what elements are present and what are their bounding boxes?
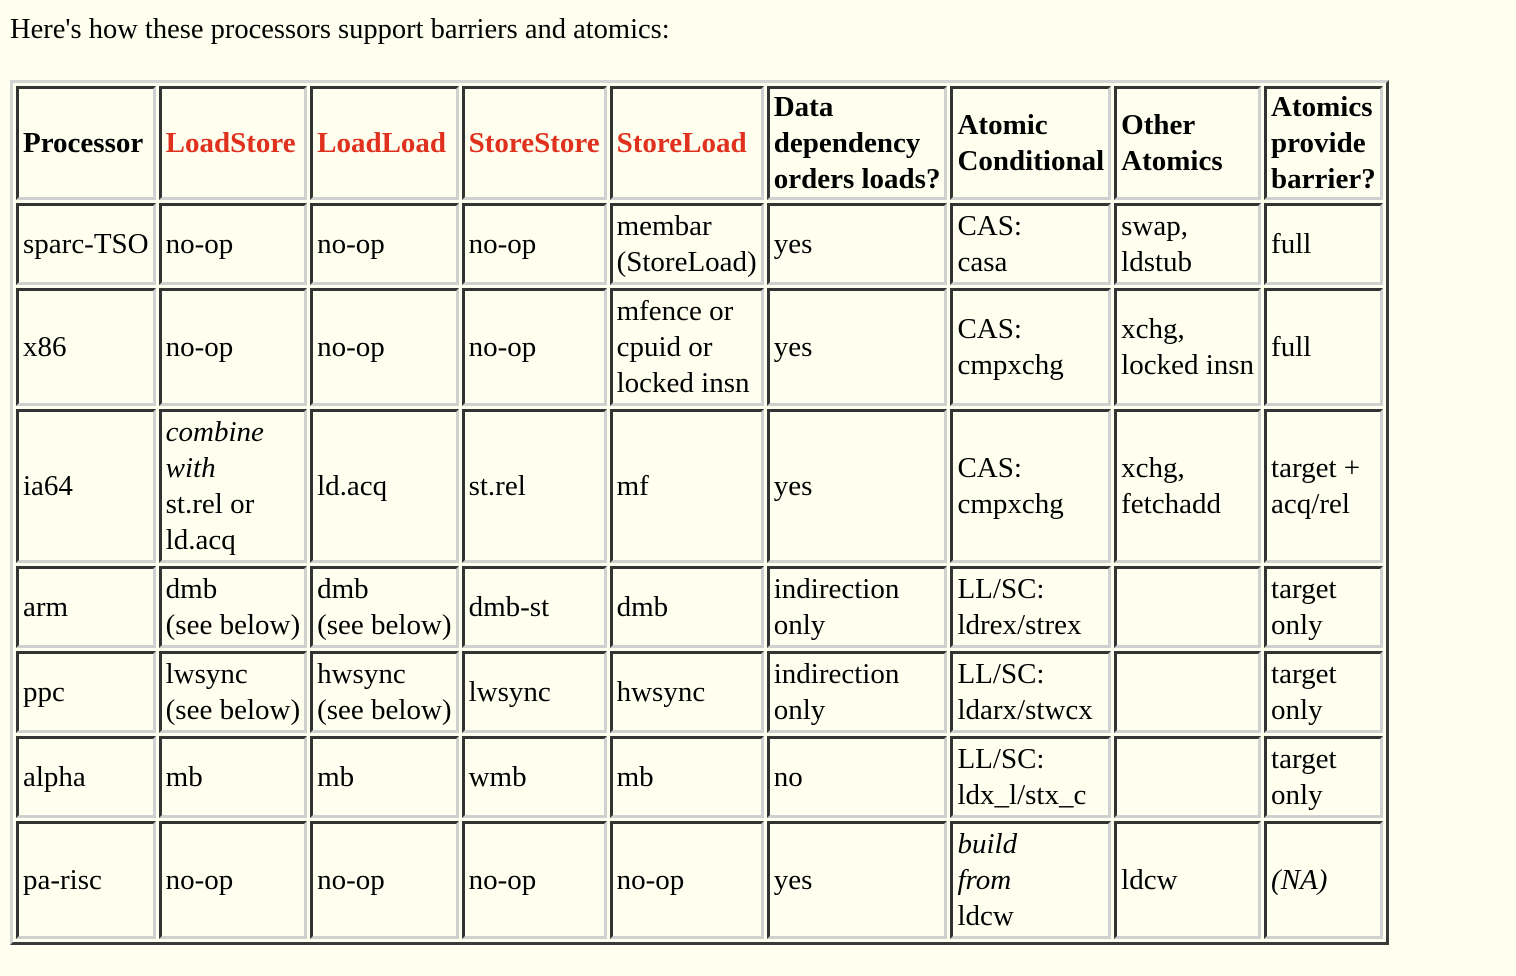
header-text: Processor [23,127,144,159]
cell-text: membar [616,210,712,242]
cell-text: ldcw [1121,864,1178,896]
cell-other-atomics [1114,288,1261,406]
column-header-atomic-conditional [950,86,1111,200]
table-row-ppc [16,651,1383,733]
cell-loadstore [159,821,307,939]
cell-text: ld.acq [317,470,388,502]
cell-storestore [462,288,607,406]
cell-text: no [773,761,803,793]
cell-atomic-conditional [950,288,1111,406]
cell-text: no-op [165,331,234,363]
cell-text: fetchadd [1121,488,1221,520]
header-text: StoreStore [468,127,600,159]
header-text: LoadLoad [317,127,447,159]
header-text: Atomics [1271,91,1373,123]
cell-text: ldarx/stwcx [957,694,1093,726]
table-row-alpha [16,736,1383,818]
cell-loadload [310,566,458,648]
cell-atomic-conditional [950,651,1111,733]
header-text: provide [1271,127,1366,159]
cell-text: acq/rel [1271,488,1350,520]
column-header-processor [16,86,156,200]
cell-text: no-op [317,331,385,363]
processor-cell: arm [16,566,156,648]
cell-text: yes [773,331,813,363]
cell-loadload [310,736,458,818]
cell-data-dependency-orders-loads [767,821,948,939]
cell-other-atomics [1114,409,1261,563]
cell-text: swap, [1121,210,1188,242]
cell-storeload [610,288,764,406]
cell-data-dependency-orders-loads [767,566,948,648]
cell-storeload [610,409,764,563]
cell-text: CAS: [957,210,1022,242]
cell-text: only [773,609,826,641]
cell-storeload [610,203,764,285]
cell-text: xchg, [1121,313,1185,345]
cell-data-dependency-orders-loads [767,651,948,733]
cell-text: only [773,694,826,726]
cell-storestore [462,821,607,939]
column-header-storestore [462,86,607,200]
cell-text: combine [165,416,264,448]
table-row-ia64 [16,409,1383,563]
cell-text: (NA) [1271,864,1328,896]
cell-data-dependency-orders-loads [767,736,948,818]
cell-text: no-op [317,864,385,896]
cell-text: no-op [616,864,685,896]
cell-text: ldstub [1121,246,1193,278]
cell-storestore [462,736,607,818]
cell-text: lwsync [468,676,551,708]
cell-storeload [610,651,764,733]
table-body [16,203,1383,939]
cell-loadstore [159,566,307,648]
cell-text: locked insn [616,367,750,399]
cell-atomics-provide-barrier [1264,821,1383,939]
cell-text: target + [1271,452,1361,484]
table-row-x86 [16,288,1383,406]
cell-text: only [1271,779,1323,811]
cell-text: no-op [165,228,234,260]
cell-text: mb [165,761,203,793]
header-text: Atomic [957,109,1048,141]
cell-text: CAS: [957,452,1022,484]
processor-cell: pa-risc [16,821,156,939]
barriers-atomics-table-wrapper [10,80,1389,945]
cell-text: only [1271,694,1323,726]
cell-text: mb [616,761,654,793]
cell-text: target [1271,743,1337,775]
table-row-arm [16,566,1383,648]
cell-storestore [462,409,607,563]
cell-text: build [957,828,1018,860]
cell-atomics-provide-barrier [1264,409,1383,563]
cell-storeload [610,566,764,648]
cell-text: ld.acq [165,524,236,556]
cell-atomic-conditional [950,821,1111,939]
cell-text: CAS: [957,313,1022,345]
column-header-atomics-provide-barrier [1264,86,1383,200]
header-text: StoreLoad [616,127,747,159]
cell-text: LL/SC: [957,573,1045,605]
cell-text: no-op [468,864,537,896]
cell-text: yes [773,864,813,896]
cell-text: ldcw [957,900,1014,932]
cell-storeload [610,736,764,818]
cell-text: hwsync [616,676,706,708]
header-text: Data [773,91,834,123]
cell-text: no-op [468,228,537,260]
cell-text: indirection [773,573,900,605]
cell-text: mfence or [616,295,734,327]
cell-text: from [957,864,1012,896]
cell-text: yes [773,470,813,502]
cell-atomics-provide-barrier [1264,566,1383,648]
cell-text: full [1271,228,1312,260]
cell-loadload [310,409,458,563]
processor-cell: sparc-TSO [16,203,156,285]
cell-data-dependency-orders-loads [767,288,948,406]
cell-atomics-provide-barrier [1264,203,1383,285]
cell-text: with [165,452,216,484]
header-row [16,86,1383,200]
cell-text: only [1271,609,1323,641]
cell-text: casa [957,246,1008,278]
cell-storestore [462,203,607,285]
cell-text: full [1271,331,1312,363]
cell-text: st.rel [468,470,526,502]
cell-text: indirection [773,658,900,690]
cell-text: dmb [616,591,669,623]
cell-storestore [462,651,607,733]
cell-text: no-op [165,864,234,896]
intro-text: Here's how these processors support barriers and atomics: [10,14,670,45]
cell-text: (see below) [165,694,301,726]
cell-text: no-op [317,228,385,260]
cell-storeload [610,821,764,939]
cell-other-atomics [1114,203,1261,285]
column-header-other-atomics [1114,86,1261,200]
cell-text: xchg, [1121,452,1185,484]
cell-loadstore [159,203,307,285]
cell-atomic-conditional [950,566,1111,648]
header-text: orders loads? [773,163,941,195]
cell-atomics-provide-barrier [1264,736,1383,818]
cell-atomics-provide-barrier [1264,288,1383,406]
cell-atomics-provide-barrier [1264,651,1383,733]
cell-text: (StoreLoad) [616,246,757,278]
header-text: Atomics [1121,145,1223,177]
cell-text: cmpxchg [957,349,1064,381]
cell-text: ldx_l/stx_c [957,779,1087,811]
cell-storestore [462,566,607,648]
cell-text: locked insn [1121,349,1255,381]
column-header-storeload [610,86,764,200]
cell-atomic-conditional [950,203,1111,285]
header-text: LoadStore [165,127,296,159]
cell-text: yes [773,228,813,260]
cell-text: target [1271,573,1337,605]
cell-text: target [1271,658,1337,690]
header-text: barrier? [1271,163,1376,195]
cell-text: (see below) [317,609,452,641]
cell-other-atomics [1114,566,1261,648]
cell-text: LL/SC: [957,658,1045,690]
cell-text: dmb-st [468,591,550,623]
cell-text: dmb [317,573,369,605]
processor-cell: alpha [16,736,156,818]
cell-loadstore [159,409,307,563]
cell-loadload [310,288,458,406]
cell-text: cmpxchg [957,488,1064,520]
cell-text: cpuid or [616,331,713,363]
column-header-data-dependency-orders-loads [767,86,948,200]
cell-loadstore [159,736,307,818]
cell-text: mb [317,761,355,793]
cell-text: dmb [165,573,218,605]
table-row-pa-risc [16,821,1383,939]
processor-cell: x86 [16,288,156,406]
column-header-loadstore [159,86,307,200]
cell-text: hwsync [317,658,406,690]
cell-loadload [310,203,458,285]
header-text: Other [1121,109,1196,141]
cell-data-dependency-orders-loads [767,409,948,563]
processor-cell: ia64 [16,409,156,563]
cell-text: (see below) [317,694,452,726]
cell-text: LL/SC: [957,743,1045,775]
cell-loadload [310,651,458,733]
column-header-loadload [310,86,458,200]
cell-loadstore [159,651,307,733]
processor-cell: ppc [16,651,156,733]
header-text: dependency [773,127,921,159]
cell-text: ldrex/strex [957,609,1082,641]
cell-loadload [310,821,458,939]
cell-atomic-conditional [950,409,1111,563]
cell-other-atomics [1114,736,1261,818]
cell-text: mf [616,470,649,502]
header-text: Conditional [957,145,1105,177]
cell-data-dependency-orders-loads [767,203,948,285]
cell-other-atomics [1114,651,1261,733]
cell-text: (see below) [165,609,301,641]
cell-text: no-op [468,331,537,363]
cell-loadstore [159,288,307,406]
cell-other-atomics [1114,821,1261,939]
table-row-sparc-tso [16,203,1383,285]
cell-text: lwsync [165,658,248,690]
cell-atomic-conditional [950,736,1111,818]
cell-text: wmb [468,761,527,793]
cell-text: st.rel or [165,488,255,520]
barriers-atomics-table [10,80,1389,945]
